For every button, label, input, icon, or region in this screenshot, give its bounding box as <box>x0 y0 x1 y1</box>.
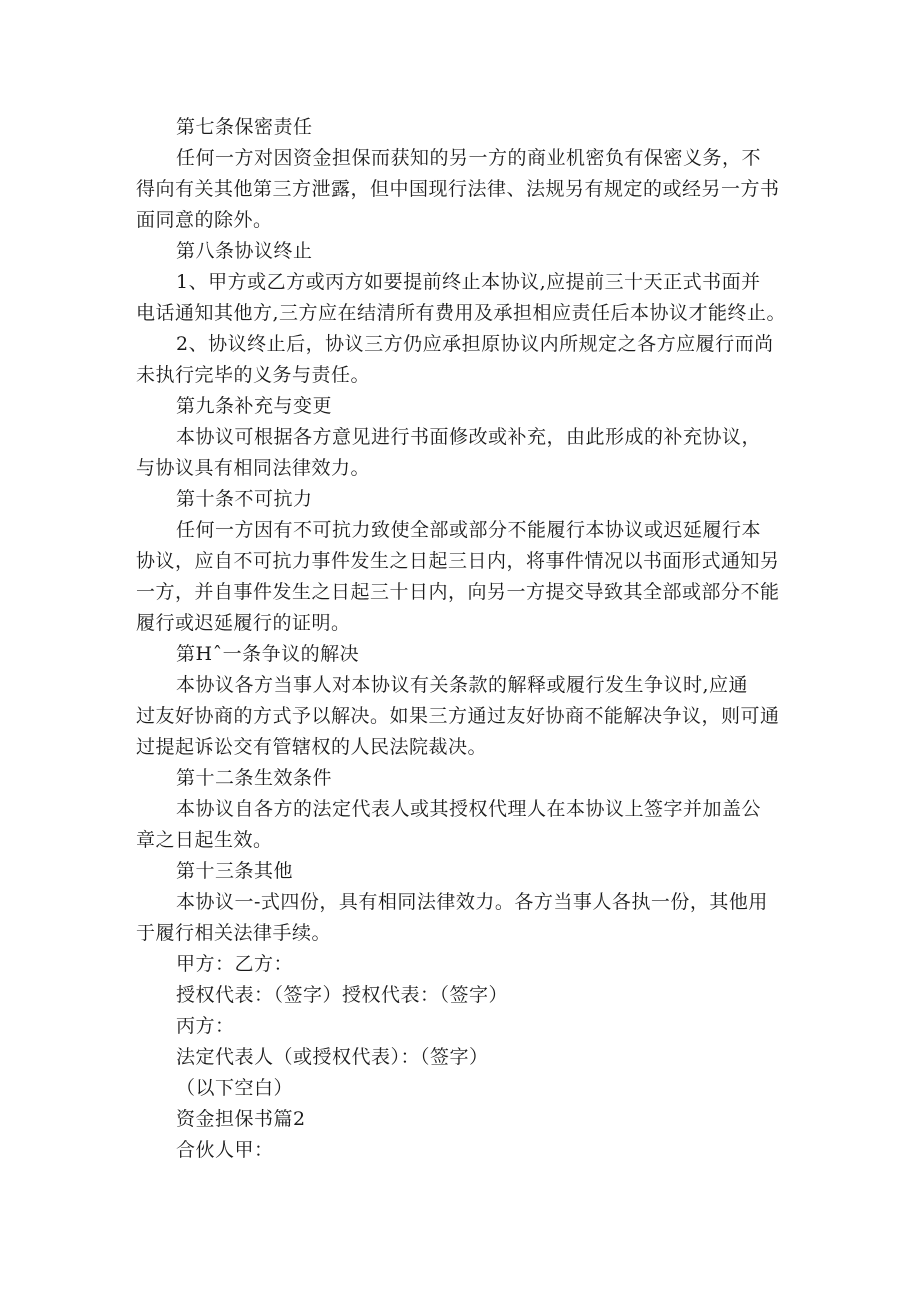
document-line: 过友好协商的方式予以解决。如果三方通过友好协商不能解决争议，则可通 <box>136 705 780 727</box>
document-line: 协议，应自不可抗力事件发生之日起三日内，将事件情况以书面形式通知另 <box>136 550 780 572</box>
document-line: 授权代表：（签字）授权代表：（签字） <box>176 984 509 1006</box>
document-line: 面同意的除外。 <box>136 209 273 231</box>
document-line: 第十三条其他 <box>176 860 294 882</box>
document-line: 本协议自各方的法定代表人或其授权代理人在本协议上签字并加盖公 <box>176 798 762 820</box>
document-line: 第九条补充与变更 <box>176 395 333 417</box>
document-line: 丙方： <box>176 1015 235 1037</box>
document-line: 一方，并自事件发生之日起三十日内，向另一方提交导致其全部或部分不能 <box>136 581 780 603</box>
document-line: （以下空白） <box>176 1077 294 1099</box>
document-line: 第八条协议终止 <box>176 240 313 262</box>
document-line: 资金担保书篇2 <box>176 1108 306 1130</box>
document-line: 第Hˆ一条争议的解决 <box>176 643 360 665</box>
document-line: 得向有关其他第三方泄露，但中国现行法律、法规另有规定的或经另一方书 <box>136 178 780 200</box>
document-line: 2、协议终止后，协议三方仍应承担原协议内所规定之各方应履行而尚 <box>176 333 774 355</box>
document-line: 本协议各方当事人对本协议有关条款的解释或履行发生争议时,应通 <box>176 674 749 696</box>
document-line: 电话通知其他方,三方应在结清所有费用及承担相应责任后本协议才能终止。 <box>136 302 787 324</box>
document-line: 第十二条生效条件 <box>176 767 333 789</box>
document-line: 合伙人甲： <box>176 1139 274 1161</box>
document-line: 甲方：乙方： <box>176 953 294 975</box>
document-line: 未执行完毕的义务与责任。 <box>136 364 371 386</box>
document-line: 过提起诉讼交有管辖权的人民法院裁决。 <box>136 736 488 758</box>
document-line: 章之日起生效。 <box>136 829 273 851</box>
document-line: 于履行相关法律手续。 <box>136 922 332 944</box>
document-line: 1、甲方或乙方或丙方如要提前终止本协议,应提前三十天正式书面并 <box>176 271 761 293</box>
document-line: 法定代表人（或授权代表）：（签字） <box>176 1046 489 1068</box>
document-line: 第七条保密责任 <box>176 116 313 138</box>
document-line: 本协议可根据各方意见进行书面修改或补充，由此形成的补充协议， <box>176 426 762 448</box>
document-line: 任何一方对因资金担保而获知的另一方的商业机密负有保密义务，不 <box>176 147 762 169</box>
document-line: 本协议一-式四份，具有相同法律效力。各方当事人各执一份，其他用 <box>176 891 768 913</box>
document-line: 履行或迟延履行的证明。 <box>136 612 351 634</box>
document-line: 与协议具有相同法律效力。 <box>136 457 371 479</box>
document-line: 第十条不可抗力 <box>176 488 313 510</box>
document-line: 任何一方因有不可抗力致使全部或部分不能履行本协议或迟延履行本 <box>176 519 762 541</box>
document-body <box>136 112 796 1166</box>
